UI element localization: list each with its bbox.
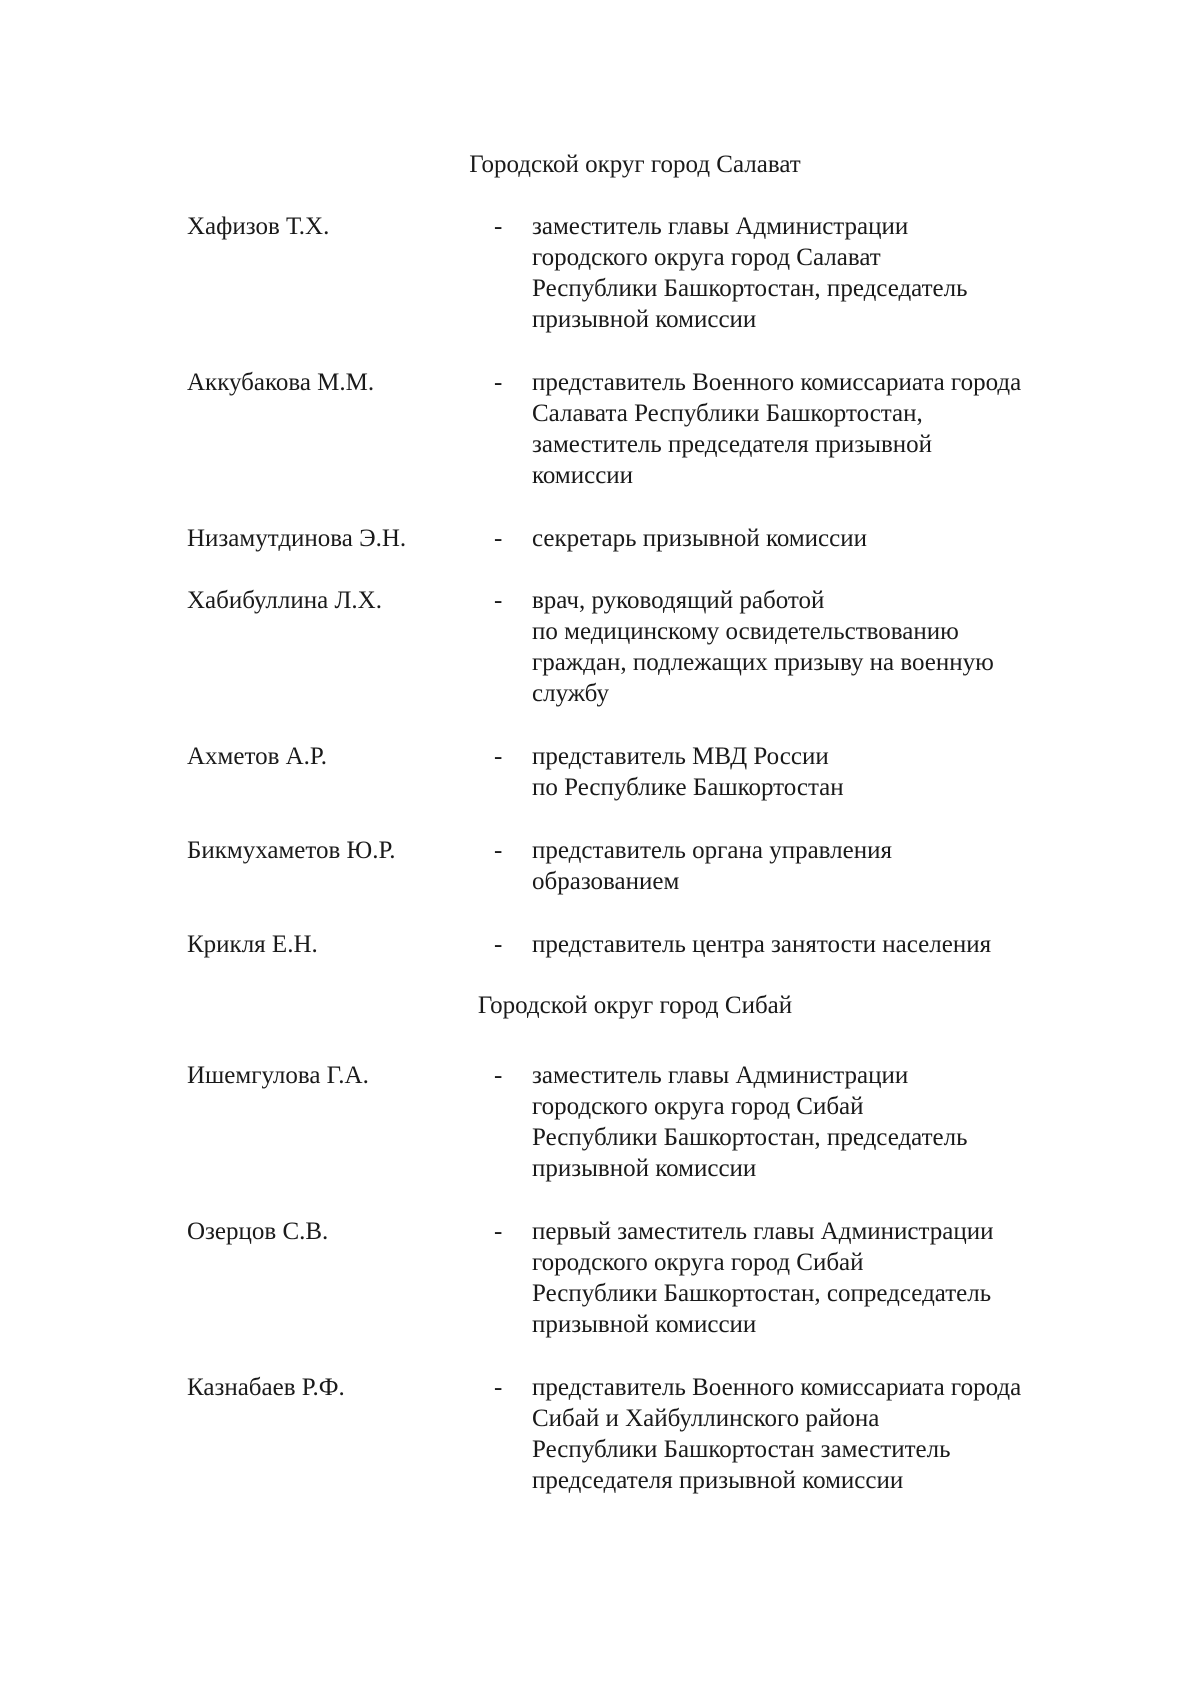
role-line: городского округа город Салават: [532, 244, 881, 271]
role-line: первый заместитель главы Администрации: [532, 1218, 994, 1245]
dash-separator: -: [494, 743, 503, 770]
member-role: [532, 835, 1092, 897]
member-name: Хафизов Т.Х.: [187, 213, 330, 240]
dash-separator: -: [494, 1062, 503, 1089]
role-line: заместитель председателя призывной: [532, 431, 932, 458]
member-name: Бикмухаметов Ю.Р.: [187, 837, 396, 864]
role-line: граждан, подлежащих призыву на военную: [532, 649, 994, 676]
role-line: заместитель главы Администрации: [532, 1062, 909, 1089]
section-heading-sibay: Городской округ город Сибай: [477, 992, 793, 1019]
role-line: службу: [532, 680, 609, 707]
dash-separator: -: [494, 213, 503, 240]
member-role: [532, 211, 1092, 335]
dash-separator: -: [494, 587, 503, 614]
member-name: Ахметов А.Р.: [187, 743, 327, 770]
role-line: Сибай и Хайбуллинского района: [532, 1405, 880, 1432]
section-heading-salavat: Городской округ город Салават: [469, 151, 801, 178]
member-name: Аккубакова М.М.: [187, 369, 375, 396]
role-line: председателя призывной комиссии: [532, 1467, 904, 1494]
dash-separator: -: [494, 525, 503, 552]
member-role: [532, 1372, 1092, 1496]
role-line: представитель центра занятости населения: [532, 931, 992, 958]
member-role: [532, 1060, 1092, 1184]
member-name: Крикля Е.Н.: [187, 931, 318, 958]
role-line: образованием: [532, 868, 680, 895]
role-line: Республики Башкортостан, председатель: [532, 1124, 968, 1151]
dash-separator: -: [494, 1374, 503, 1401]
member-name: Озерцов С.В.: [187, 1218, 329, 1245]
role-line: врач, руководящий работой: [532, 587, 825, 614]
role-line: представитель Военного комиссариата города: [532, 1374, 1022, 1401]
role-line: городского округа город Сибай: [532, 1249, 864, 1276]
member-role: [532, 1216, 1092, 1340]
role-line: городского округа город Сибай: [532, 1093, 864, 1120]
role-line: представитель МВД России: [532, 743, 829, 770]
dash-separator: -: [494, 931, 503, 958]
role-line: по медицинскому освидетельствованию: [532, 618, 959, 645]
role-line: призывной комиссии: [532, 306, 757, 333]
role-line: Республики Башкортостан, председатель: [532, 275, 968, 302]
role-line: Республики Башкортостан заместитель: [532, 1436, 951, 1463]
dash-separator: -: [494, 369, 503, 396]
member-role: [532, 367, 1092, 491]
role-line: Салавата Республики Башкортостан,: [532, 400, 923, 427]
role-line: секретарь призывной комиссии: [532, 525, 868, 552]
role-line: Республики Башкортостан, сопредседатель: [532, 1280, 992, 1307]
member-role: [532, 523, 1092, 554]
role-line: по Республике Башкортостан: [532, 774, 844, 801]
role-line: комиссии: [532, 462, 634, 489]
role-line: представитель органа управления: [532, 837, 892, 864]
member-name: Ишемгулова Г.А.: [187, 1062, 369, 1089]
dash-separator: -: [494, 1218, 503, 1245]
dash-separator: -: [494, 837, 503, 864]
role-line: представитель Военного комиссариата города: [532, 369, 1022, 396]
member-role: [532, 585, 1092, 709]
member-name: Казнабаев Р.Ф.: [187, 1374, 345, 1401]
role-line: заместитель главы Администрации: [532, 213, 909, 240]
member-name: Хабибуллина Л.Х.: [187, 587, 382, 614]
role-line: призывной комиссии: [532, 1155, 757, 1182]
member-name: Низамутдинова Э.Н.: [187, 525, 407, 552]
member-role: [532, 929, 1092, 960]
role-line: призывной комиссии: [532, 1311, 757, 1338]
member-role: [532, 741, 1092, 803]
